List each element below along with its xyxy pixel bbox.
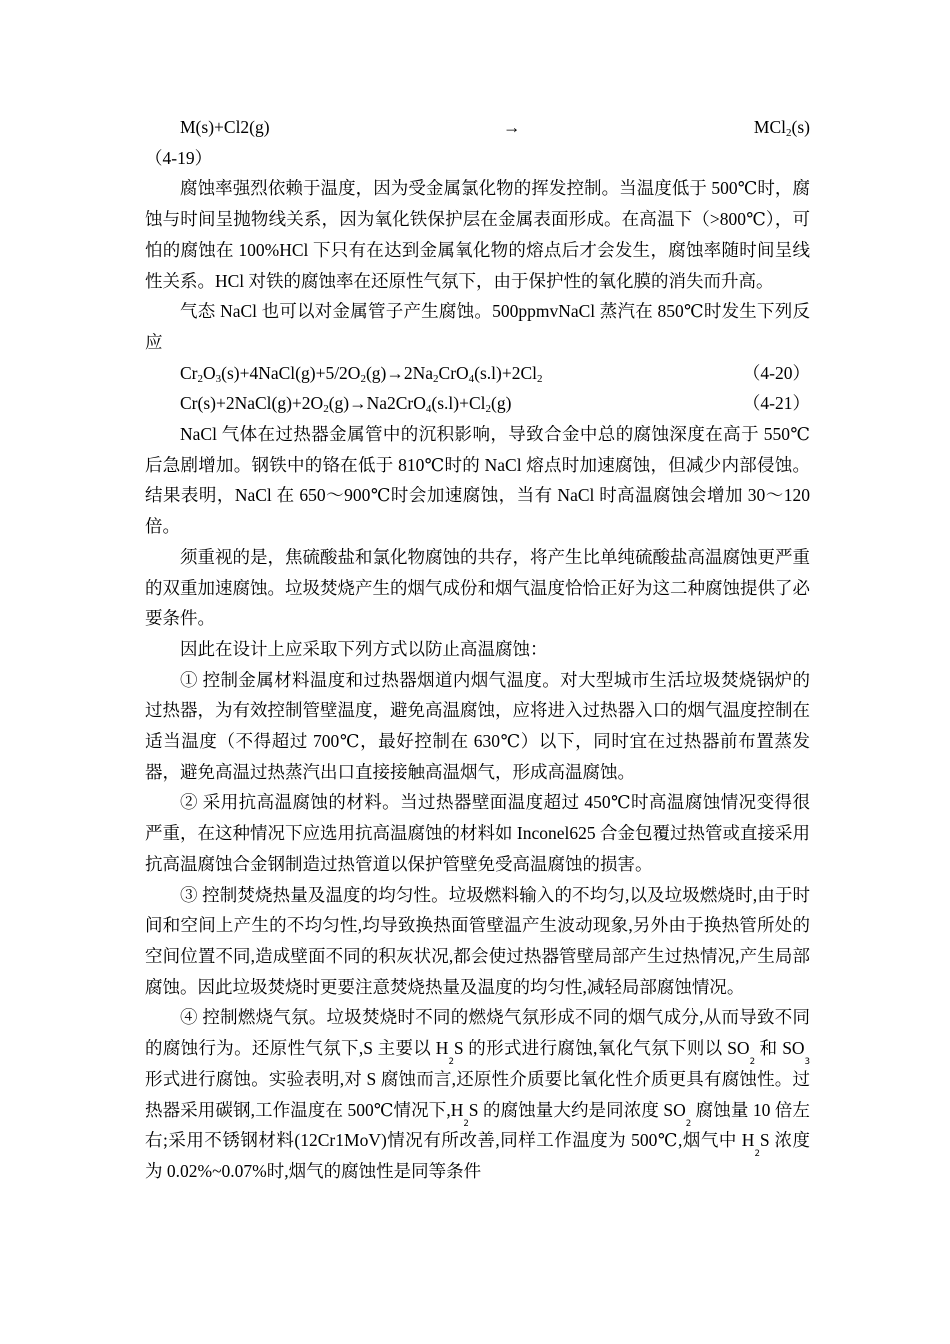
- paragraph-coexistence: 须重视的是，焦硫酸盐和氯化物腐蚀的共存，将产生比单纯硫酸盐高温腐蚀更严重的双重加速腐蚀。垃圾焚烧产生的烟气成份和烟气温度恰恰正好为这二种腐蚀提供了必要条件。: [145, 546, 810, 629]
- equation-number-4-19: （4-19）: [145, 147, 213, 168]
- list-item-3: ③ 控制焚烧热量及温度的均匀性。垃圾燃料输入的不均匀,以及垃圾燃烧时,由于时间和空间上产生的不均匀性,均导致换热面管壁温产生波动现象,另外由于换热管所处的空间位置不同,造成壁面不同的积灰状况,都会使过热器管壁局部产生过热情况,产生局部腐蚀。因此垃圾焚烧时更要注意焚烧热量及温度的均匀性,减轻局部腐蚀情况。: [145, 884, 810, 997]
- equation-body: $Cr(s)+2NaCl(g)+2O_2(g)\to Na2CrO_4(s.l)+Cl_2(g)$: [180, 393, 512, 416]
- reaction-arrow: →: [503, 117, 521, 137]
- equation-rhs: MCl$_2$(s): [753, 117, 810, 139]
- equation-4-20: [145, 358, 810, 389]
- list-item-1: ① 控制金属材料温度和过热器烟道内烟气温度。对大型城市生活垃圾焚烧锅炉的过热器，为有效控制管壁温度，避免高温腐蚀，应将进入过热器入口的烟气温度控制在适当温度（不得超过 700℃，最好控制在 630℃）以下，同时宜在过热器前布置蒸发器，避免高温过热蒸汽出口直接接触高温烟气，形成高温腐蚀。: [145, 669, 810, 782]
- paragraph-temperature-dependence: 腐蚀率强烈依赖于温度，因为受金属氯化物的挥发控制。当温度低于 500℃时，腐蚀与时间呈抛物线关系，因为氧化铁保护层在金属表面形成。在高温下（>800℃），可怕的腐蚀在 100%HCl 下只有在达到金属氧化物的熔点后才会发生，腐蚀率随时间呈线性关系。HCl 对铁的腐蚀率在还原性气氛下，由于保护性的氧化膜的消失而升高。: [145, 178, 810, 291]
- paragraph-nacl-gas: 气态 NaCl 也可以对金属管子产生腐蚀。500ppmvNaCl 蒸汽在 850℃时发生下列反应: [145, 301, 810, 352]
- equation-4-21: [145, 388, 810, 419]
- equation-number-4-20: （4-20）: [742, 362, 810, 383]
- paragraph-design-measures: 因此在设计上应采取下列方式以防止高温腐蚀：: [180, 638, 548, 659]
- list-item-4: ④ 控制燃烧气氛。垃圾焚烧时不同的燃烧气氛形成不同的烟气成分,从而导致不同的腐蚀行为。还原性气氛下,S 主要以 $H_2S$ 的形式进行腐蚀,氧化气氛下则以 $SO_2$ 和 $SO_3$ 形式进行腐蚀。实验表明,对 S 腐蚀而言,还原性介质要比氧化性介质更具有腐蚀性。过热器采用碳钢,工作温度在 500℃情况下$,H_2S$ 的腐蚀量大约是同浓度 $SO_2$ 腐蚀量 10 倍左右;采用不锈钢材料(12Cr1MoV)情况有所改善,同样工作温度为 500℃,烟气中 $H_2S$ 浓度为 0.02%~0.07%时,烟气的腐蚀性是同等条件: [145, 1007, 811, 1181]
- document-page: [145, 112, 810, 1187]
- equation-body: $Cr_2O_3(s)+4NaCl(g)+5/2O_2(g)\to 2Na_2CrO_4(s.l)+2Cl_2$: [180, 362, 543, 385]
- equation-lhs: M(s)+Cl2(g): [180, 117, 270, 137]
- list-item-2: ② 采用抗高温腐蚀的材料。当过热器壁面温度超过 450℃时高温腐蚀情况变得很严重，在这种情况下应选用抗高温腐蚀的材料如 Inconel625 合金包覆过热管或直接采用抗高温腐蚀合金钢制造过热管道以保护管壁免受高温腐蚀的损害。: [145, 792, 810, 874]
- paragraph-nacl-deposition: NaCl 气体在过热器金属管中的沉积影响，导致合金中总的腐蚀深度在高于 550℃后急剧增加。钢铁中的铬在低于 810℃时的 NaCl 熔点时加速腐蚀，但减少内部侵蚀。结果表明，NaCl 在 650～900℃时会加速腐蚀，当有 NaCl 时高温腐蚀会增加 30～120 倍。: [145, 424, 810, 537]
- equation-4-19: [145, 112, 810, 143]
- equation-number-4-21: （4-21）: [742, 393, 810, 414]
